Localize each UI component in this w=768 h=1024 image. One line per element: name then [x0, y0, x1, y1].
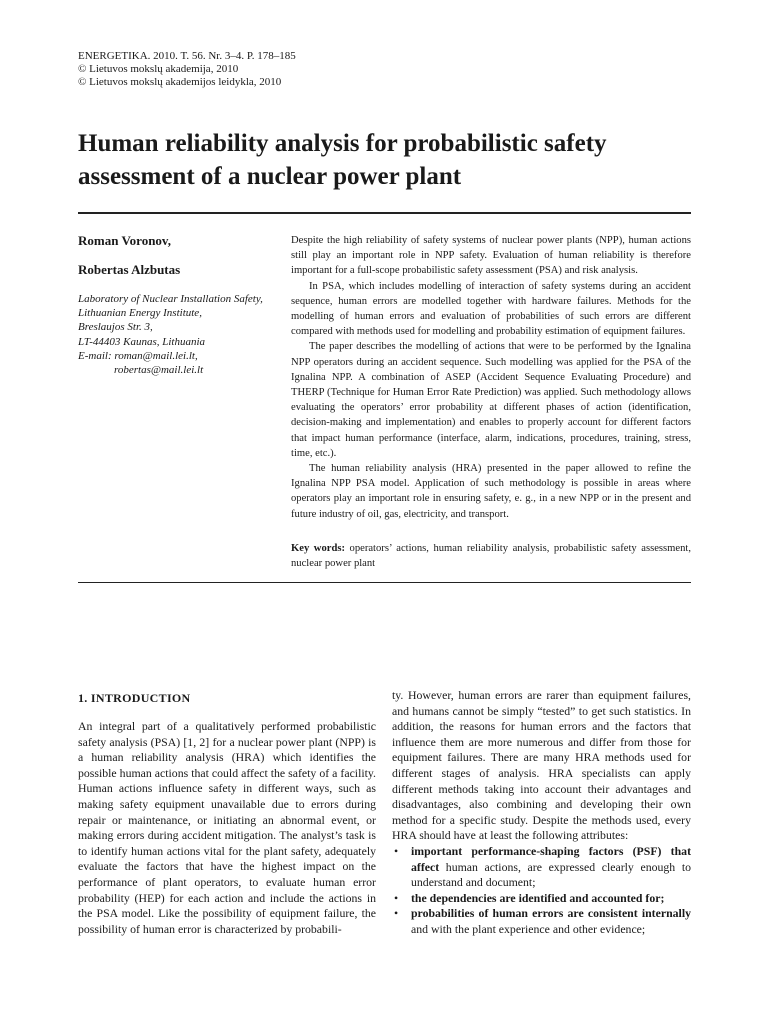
abstract-paragraph: In PSA, which includes modelling of interaction of safety systems during an accident sequence, human errors are modelled together with hardware failures. Methods for the modelling of human errors and evaluation of probabilities of such errors are different compared with methods used for modelling and probability estimation of equipment failures. — [291, 280, 691, 338]
bullet-icon: • — [394, 843, 399, 858]
list-item-bold: important performance-shaping factors (PSF) that affect — [411, 843, 691, 874]
affiliation-line: Breslaujos Str. 3, — [78, 321, 153, 334]
affiliation-line: Lithuanian Energy Institute, — [78, 307, 202, 320]
list-item — [392, 844, 691, 891]
list-item — [392, 906, 691, 937]
body-paragraph: ty. However, human errors are rarer than equipment failures, and humans cannot be simply “tested” to get such statistics. In addition, the reasons for human errors and the factors that influence them are more numerous and differ from those for equipment failures. There are many HRA methods used for different stages of analysis. HRA specialists can apply different methods taking into account their advantages and disadvantages, also combining and developing their own method for a specific study. Despite the methods used, every HRA should have at least the following attributes: — [392, 688, 691, 843]
author-affiliation — [78, 292, 278, 377]
abstract-paragraph: The human reliability analysis (HRA) presented in the paper allowed to refine the Ignalina NPP PSA model. Application of such methodology is possible in areas where operators play an important role in ensuring safety, e. g., in a new NPP or in the present and future industry of oil, gas, electricity, and transport. — [291, 463, 691, 520]
abstract-paragraph: The paper describes the modelling of actions that were to be performed by the Ignalina NPP operators during an accident sequence. Such modelling was applied for the PSA of the Ignalina NPP. A combination of ASEP (Accident Sequence Evaluating Procedure) and THERP (Technique for Human Error Rate Prediction) was applied. Such methodology allows evaluating the operators’ error probability at different phases of action (identification, decision-making and implementation) and enables to properly account for different factors that impact human performance (interface, alarm, indications, procedures, training, stress, time, etc.). — [291, 341, 691, 459]
copyright-academy: © Lietuvos mokslų akademija, 2010 — [78, 63, 239, 75]
journal-citation: ENERGETIKA. 2010. T. 56. Nr. 3–4. P. 178–185 — [78, 50, 296, 62]
affiliation-line: Laboratory of Nuclear Installation Safety, — [78, 293, 263, 305]
bullet-icon: • — [394, 890, 399, 905]
author-name: Roman Voronov, — [78, 233, 171, 248]
list-item-bold: the dependencies are identified and accounted for; — [411, 890, 665, 905]
list-item-text: and with the plant experience and other evidence; — [411, 921, 646, 936]
body-paragraph: An integral part of a qualitatively performed probabilistic safety analysis (PSA) [1, 2] for a nuclear power plant (NPP) is a human reliability analysis (HRA) which identifies the possible human actions that could affect the safety of a facility. Human actions influence safety in different ways, such as making safety equipment unavailable due to errors during repair or maintenance, or initiating an abnormal event, or making errors during accident mitigation. The analyst’s task is to identify human actions vital for the plant safety, adequately evaluate the factors that have the highest impact on the performance of plant operators, to evaluate human error probability (HEP) for each action and include the actions in the PSA model. Like the possibility of equipment failure, the possibility of human error is characterized by probabili- — [78, 719, 376, 936]
keywords — [291, 541, 691, 571]
attribute-list — [392, 844, 691, 938]
paper-title: Human reliability analysis for probabilistic safety assessment of a nuclear power plant — [78, 130, 607, 190]
section-heading: 1. INTRODUCTION — [78, 691, 191, 705]
email-line: E-mail: roman@mail.lei.lt, — [78, 349, 198, 362]
bullet-icon: • — [394, 906, 399, 921]
email-line: robertas@mail.lei.lt — [114, 364, 204, 377]
header-divider — [78, 212, 691, 214]
body-column-right — [392, 688, 691, 938]
abstract-divider — [78, 582, 691, 583]
journal-header — [78, 50, 296, 89]
list-item — [392, 891, 691, 907]
author-name: Robertas Alzbutas — [78, 262, 181, 277]
list-item-bold: probabilities of human errors are consistent internally — [411, 906, 691, 921]
abstract-paragraph: Despite the high reliability of safety systems of nuclear power plants (NPP), human actions still play an important role in NPP safety. Evaluation of human reliability is therefore important for a full-scope probabilistic safety assessment (PSA) and risk analysis. — [291, 235, 691, 277]
copyright-publisher: © Lietuvos mokslų akademijos leidykla, 2010 — [78, 76, 282, 88]
list-item-text: human actions, are expressed clearly enough to understand and document; — [411, 859, 691, 890]
abstract — [291, 233, 691, 522]
keywords-label: Key words: — [291, 543, 345, 554]
affiliation-line: LT-44403 Kaunas, Lithuania — [78, 335, 206, 348]
keywords-text: operators’ actions, human reliability analysis, probabilistic safety assessment, nuclear power plant — [291, 543, 691, 570]
